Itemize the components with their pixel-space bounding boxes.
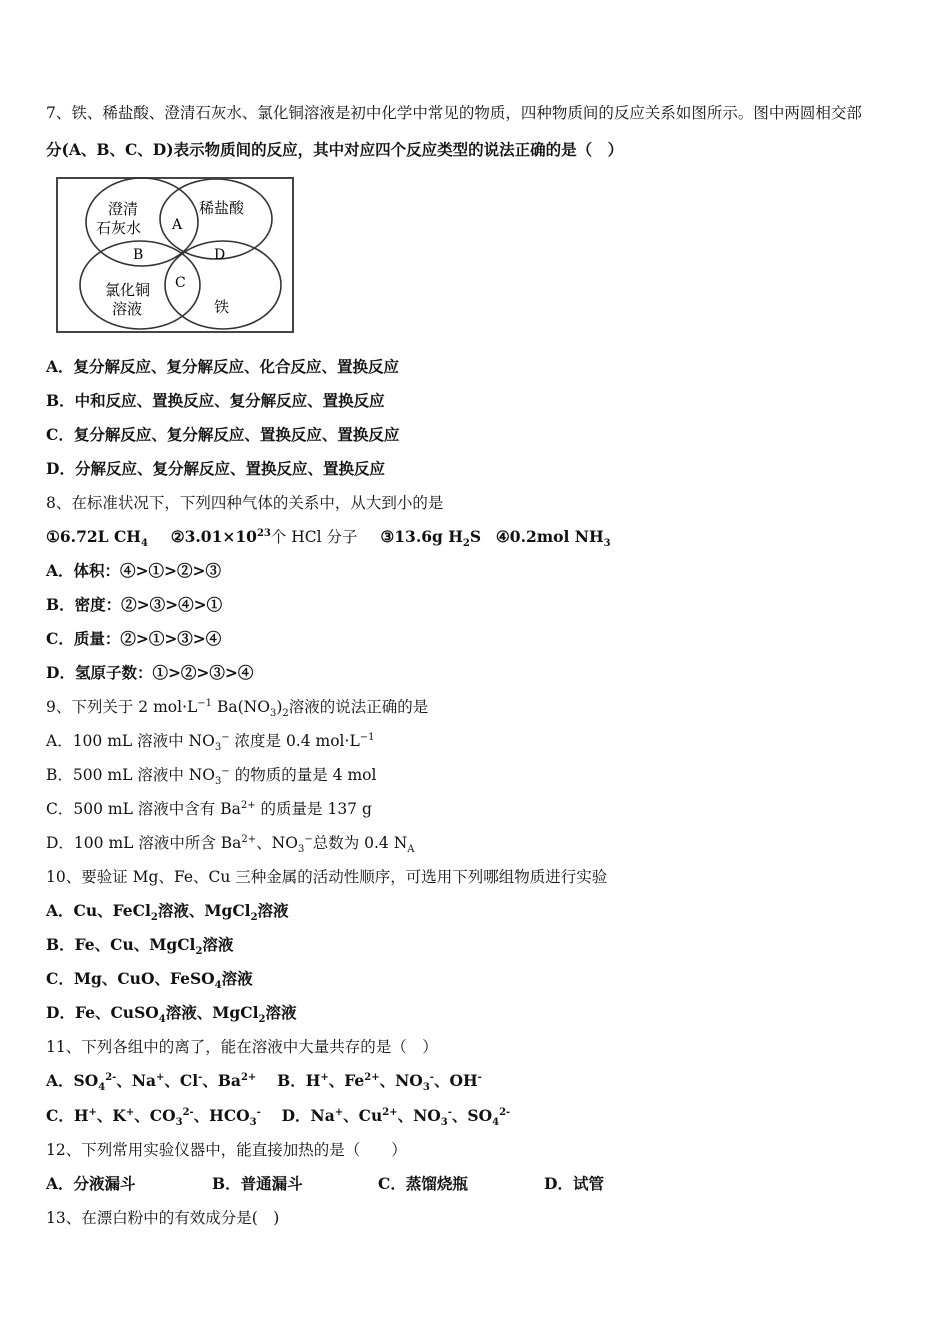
label-cucl2-1: 氯化铜 — [105, 281, 151, 299]
q9-option-d: D．100 mL 溶液中所含 $Ba^{2+}$、$NO_3^-$总数为 0.4 $N_A$ — [46, 833, 415, 856]
q10-option-b: B．Fe、Cu、MgCl$_2$溶液 — [46, 935, 234, 958]
q10-option-a: A．Cu、FeCl$_2$溶液、MgCl$_2$溶液 — [46, 901, 289, 924]
q12-option-d: D．试管 — [544, 1174, 604, 1193]
q11-stem: 11、下列各组中的离了，能在溶液中大量共存的是（ ） — [46, 1038, 438, 1056]
q7-option-b: B．中和反应、置换反应、复分解反应、置换反应 — [46, 391, 385, 410]
q10-option-c: C．Mg、CuO、FeSO$_4$溶液 — [46, 969, 253, 992]
q12-option-a: A．分液漏斗 — [46, 1174, 136, 1193]
region-d: D — [214, 247, 226, 263]
q8-stem: 8、在标准状况下，下列四种气体的关系中，从大到小的是 — [46, 494, 444, 512]
q9-option-c: C．500 mL 溶液中含有 $Ba^{2+}$ 的质量是 137 g — [46, 799, 372, 818]
q8-items — [46, 527, 611, 550]
q11-option-b: B．H+、$Fe^{2+}$、$NO_3^-$、OH- — [277, 1071, 482, 1094]
q9-stem: 9、下列关于 2 $mol\cdot L^{-1}$ $Ba(NO_3)_2$溶液的说法正确的是 — [46, 697, 429, 720]
region-b: B — [133, 247, 144, 263]
label-cucl2-2: 溶液 — [112, 300, 143, 318]
q7-stem-line2: 分(A、B、C、D)表示物质间的反应，其中对应四个反应类型的说法正确的是（ ） — [46, 140, 624, 159]
q11-option-c: C．H+、K+、$CO_3^{2-}$、$HCO_3^-$ — [46, 1106, 261, 1129]
q7-option-c: C．复分解反应、复分解反应、置换反应、置换反应 — [46, 425, 400, 444]
label-limewater-2: 石灰水 — [96, 219, 142, 237]
q7-stem-line1: 7、铁、稀盐酸、澄清石灰水、氯化铜溶液是初中化学中常见的物质，四种物质间的反应关系如图所示。图中两圆相交部 — [46, 104, 862, 122]
label-limewater-1: 澄清 — [108, 200, 139, 218]
q9-option-b: B．500 mL 溶液中 $NO_3^-$ 的物质的量是 4 mol — [46, 765, 377, 788]
q8-item-1: ①6.72L $CH_4$ — [46, 527, 148, 550]
q8-option-a: A．体积：④>①>②>③ — [46, 561, 221, 580]
q8-item-4: ④0.2mol $NH_3$ — [495, 527, 611, 550]
q12-option-c: C．蒸馏烧瓶 — [378, 1174, 468, 1193]
region-a: A — [172, 217, 183, 233]
q9-option-a: A．100 mL 溶液中 $NO_3^-$ 浓度是 0.4 $mol\cdot L^{-1}$ — [46, 731, 375, 754]
q7-option-d: D．分解反应、复分解反应、置换反应、置换反应 — [46, 459, 385, 478]
q8-item-2: $②3.01\times 10^{23}$个 HCl 分子 — [170, 527, 358, 546]
q12-option-b: B．普通漏斗 — [212, 1174, 303, 1193]
q11-options-cd — [46, 1106, 511, 1129]
q7-option-a: A．复分解反应、复分解反应、化合反应、置换反应 — [46, 357, 400, 376]
label-iron: 铁 — [214, 298, 230, 316]
q12-stem: 12、下列常用实验仪器中，能直接加热的是（ ） — [46, 1141, 407, 1159]
q11-option-d: D．Na+、$Cu^{2+}$、$NO_3^-$、$SO_4^{2-}$ — [281, 1106, 511, 1129]
q8-option-b: B．密度：②>③>④>① — [46, 595, 223, 614]
region-c: C — [175, 275, 186, 291]
q11-options-ab — [46, 1071, 482, 1094]
q8-item-3: ③13.6g $H_2S$ — [380, 527, 482, 550]
q10-option-d: D．Fe、CuSO$_4$溶液、MgCl$_2$溶液 — [46, 1003, 297, 1026]
q8-option-d: D．氢原子数：①>②>③>④ — [46, 663, 254, 682]
label-hcl: 稀盐酸 — [199, 199, 245, 217]
q8-option-c: C．质量：②>①>③>④ — [46, 629, 222, 648]
q12-options — [46, 1174, 604, 1194]
venn-diagram — [56, 177, 294, 333]
q10-stem: 10、要验证 Mg、Fe、Cu 三种金属的活动性顺序，可选用下列哪组物质进行实验 — [46, 868, 608, 886]
q13-stem: 13、在漂白粉中的有效成分是( ) — [46, 1209, 280, 1227]
q11-option-a: A．$SO_4^{2-}$、Na+、Cl-、$Ba^{2+}$ — [46, 1071, 257, 1094]
